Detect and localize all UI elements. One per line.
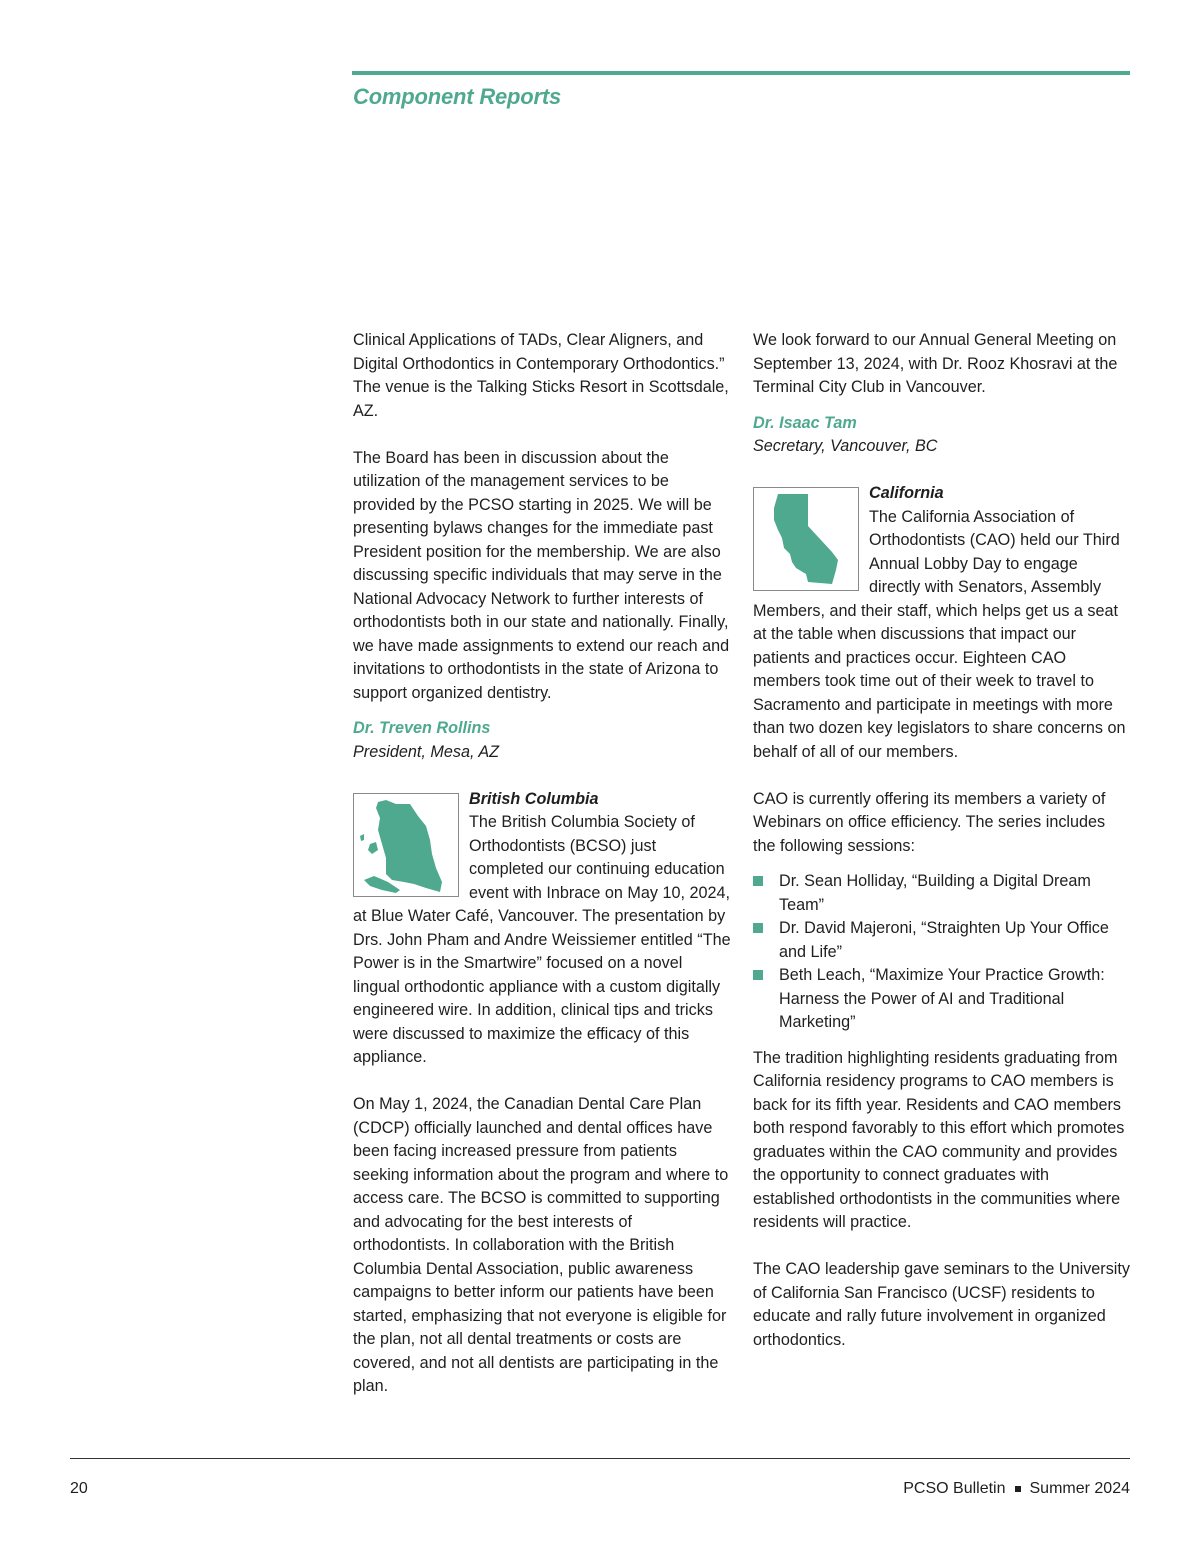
signature-role: President, Mesa, AZ [353, 742, 500, 761]
webinar-list [753, 870, 1131, 1035]
paragraph: CAO is currently offering its members a variety of Webinars on office efficiency. The series includes the following sessions: [753, 789, 1106, 855]
british-columbia-section [353, 788, 731, 1399]
footer-rule [70, 1458, 1130, 1459]
separator-square-icon [1015, 1486, 1021, 1492]
bullet-square-icon [753, 876, 763, 886]
state-heading: California [869, 484, 944, 502]
paragraph: On May 1, 2024, the Canadian Dental Care Plan (CDCP) officially launched and dental offices have been facing increased pressure from patients seeking information about the program and where to access care. The BCSO is committed to supporting and advocating for the best interests of orthodontists. In collaboration with the British Columbia Dental Association, public awareness campaigns to better inform our patients have been started, emphasizing that not everyone is eligible for the plan, not all dental treatments or costs are covered, and not all dentists are participating in the plan. [353, 1095, 729, 1395]
signature-name: Dr. Treven Rollins [353, 719, 491, 737]
paragraph: The British Columbia Society of Orthodontists (BCSO) just completed our continuing education event with Inbrace on May 10, 2024, at Blue Water Café, Vancouver. The presentation by Drs. John Pham and Andre Weissiemer entitled “The Power is in the Smartwire” focused on a novel lingual orthodontic appliance with a custom digitally engineered wire. In addition, clinical tips and tricks were discussed to maximize the efficacy of this appliance. [353, 813, 731, 1066]
california-map-icon [753, 487, 859, 591]
list-item: Dr. David Majeroni, “Straighten Up Your Office and Life” [753, 917, 1131, 964]
paragraph: Clinical Applications of TADs, Clear Aligners, and Digital Orthodontics in Contemporary Orthodontics.” The venue is the Talking Sticks Resort in Scottsdale, AZ. [353, 331, 729, 420]
publication-name: PCSO Bulletin [903, 1480, 1006, 1497]
section-title: Component Reports [353, 84, 562, 109]
paragraph: The California Association of Orthodontists (CAO) held our Third Annual Lobby Day to engage directly with Senators, Assembly Members, and their staff, which helps get us a seat at the table when discussions that impact our patients and practices occur. Eighteen CAO members took time out of their week to travel to Sacramento and participate in meetings with more than two dozen key legislators to share concerns on behalf of all of our members. [753, 507, 1126, 761]
paragraph: The Board has been in discussion about the utilization of the management services to be provided by the PCSO starting in 2025. We will be presenting bylaws changes for the immediate past President position for the membership. We are also discussing specific individuals that may serve in the National Advocacy Network to further interests of orthodontists both in our state and nationally. Finally, we have made assignments to extend our reach and invitations to orthodontists in the state of Arizona to support organized dentistry. [353, 448, 730, 702]
california-section [753, 482, 1131, 1352]
header-rule [352, 71, 1130, 75]
british-columbia-map-icon [353, 793, 459, 897]
issue-date: Summer 2024 [1029, 1480, 1130, 1497]
right-column [753, 329, 1131, 1352]
paragraph: We look forward to our Annual General Meeting on September 13, 2024, with Dr. Rooz Khosravi at the Terminal City Club in Vancouver. [753, 331, 1118, 396]
paragraph: The CAO leadership gave seminars to the University of California San Francisco (UCSF) residents to educate and rally future involvement in organized orthodontics. [753, 1260, 1130, 1349]
signature-name: Dr. Isaac Tam [753, 413, 857, 432]
state-heading: British Columbia [469, 789, 599, 808]
list-item: Dr. Sean Holliday, “Building a Digital Dream Team” [753, 870, 1131, 917]
page-number: 20 [70, 1480, 88, 1497]
left-column [353, 329, 731, 1399]
signature-role: Secretary, Vancouver, BC [753, 437, 938, 455]
list-item: Beth Leach, “Maximize Your Practice Growth: Harness the Power of AI and Traditional Marketing” [753, 964, 1131, 1035]
bullet-square-icon [753, 970, 763, 980]
bullet-square-icon [753, 923, 763, 933]
paragraph: The tradition highlighting residents graduating from California residency programs to CAO members is back for its fifth year. Residents and CAO members both respond favorably to this effort which promotes graduates within the CAO community and provides the opportunity to connect graduates with established orthodontists in the communities where residents will practice. [753, 1048, 1125, 1231]
publication-info [903, 1480, 1130, 1498]
